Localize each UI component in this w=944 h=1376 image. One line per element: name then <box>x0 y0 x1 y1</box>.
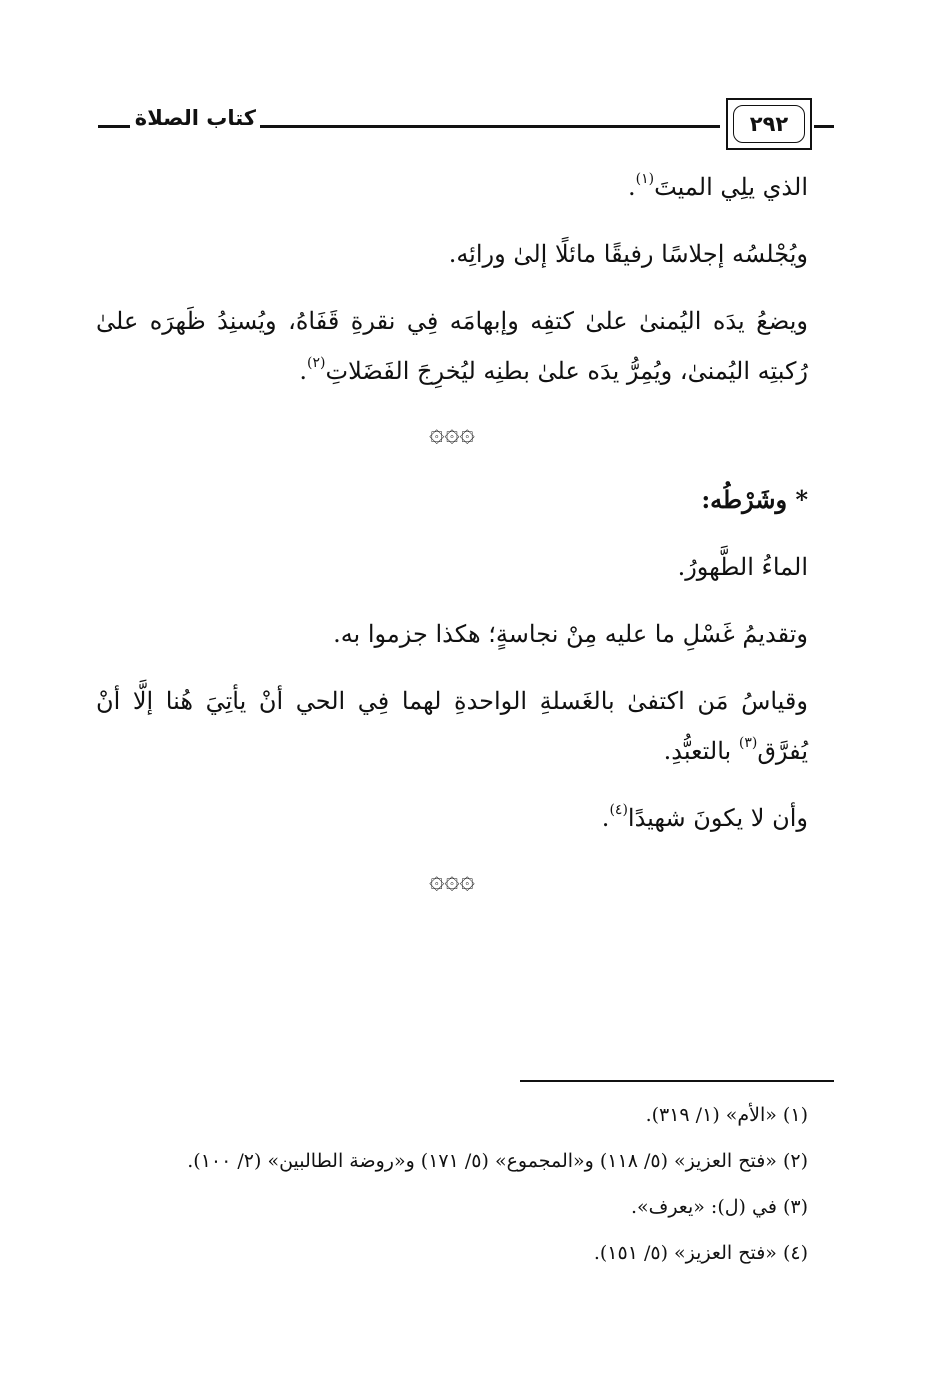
paragraph-6 <box>96 676 808 776</box>
footnote-2: (٢) «فتح العزيز» (٥/ ١١٨) و«المجموع» (٥/ ١٧١) و«روضة الطالبين» (٢/ ١٠٠). <box>187 1150 808 1172</box>
footnote-marker-2: (٢) <box>307 355 326 371</box>
paragraph-text: وأن لا يكونَ شهيدًا <box>627 804 808 832</box>
paragraph-1 <box>96 162 808 212</box>
footnote-marker-4: (٤) <box>609 802 628 818</box>
paragraph-5: وتقديمُ غَسْلِ ما عليه مِنْ نجاسةٍ؛ هكذا جزموا به. <box>333 620 808 648</box>
paragraph-7 <box>96 793 808 843</box>
paragraph-end: . <box>601 804 610 832</box>
footnote-4: (٤) «فتح العزيز» (٥/ ١٥١). <box>593 1242 808 1264</box>
footnote-3: (٣) في (ل): «يعرف». <box>630 1196 808 1218</box>
footnotes <box>96 1092 808 1276</box>
footnote-marker-3: (٣) <box>738 735 758 751</box>
running-title: كتاب الصلاة <box>134 106 256 130</box>
paragraph-text: الذي يلِي الميتَ <box>654 173 808 201</box>
section-divider-ornament: ۞۞۞ <box>429 865 475 895</box>
page-number-inner-frame <box>733 105 805 143</box>
header-rule-right <box>814 125 834 128</box>
page-number-frame <box>726 98 812 150</box>
header-rule-left <box>98 125 130 128</box>
page-number: ٢٩٢ <box>749 112 789 136</box>
footnote-separator <box>520 1080 834 1082</box>
footnote-1: (١) «الأم» (١/ ٣١٩). <box>645 1104 808 1126</box>
main-text <box>96 162 808 922</box>
paragraph-text: وقياسُ مَن اكتفىٰ بالغَسلةِ الواحدةِ لهما فِي الحي أنْ يأتِيَ هُنا إلَّا أنْ يُفرَّق <box>96 687 808 765</box>
page-header <box>90 96 834 156</box>
section-heading: * وشَرْطُه: <box>701 485 808 514</box>
paragraph-3 <box>96 296 808 396</box>
header-rule-middle <box>260 125 720 128</box>
footnote-marker-1: (١) <box>635 171 655 187</box>
paragraph-4: الماءُ الطَّهورُ. <box>677 553 808 581</box>
paragraph-end: . <box>299 357 308 385</box>
paragraph-text: ويضعُ يدَه اليُمنىٰ علىٰ كتفِه وإبهامَه فِي نقرةِ قَفَاهُ، ويُسنِدُ ظَهرَه علىٰ رُكبتِه اليُمنىٰ، ويُمِرُّ يدَه علىٰ بطنِه ليُخرِجَ الفَضَلاتِ <box>96 307 808 385</box>
paragraph-end: بالتعبُّدِ. <box>663 737 739 765</box>
paragraph-end: . <box>627 173 636 201</box>
section-divider-ornament: ۞۞۞ <box>429 418 475 448</box>
paragraph-2: ويُجْلسُه إجلاسًا رفيقًا مائلًا إلىٰ ورائِه. <box>448 240 808 268</box>
